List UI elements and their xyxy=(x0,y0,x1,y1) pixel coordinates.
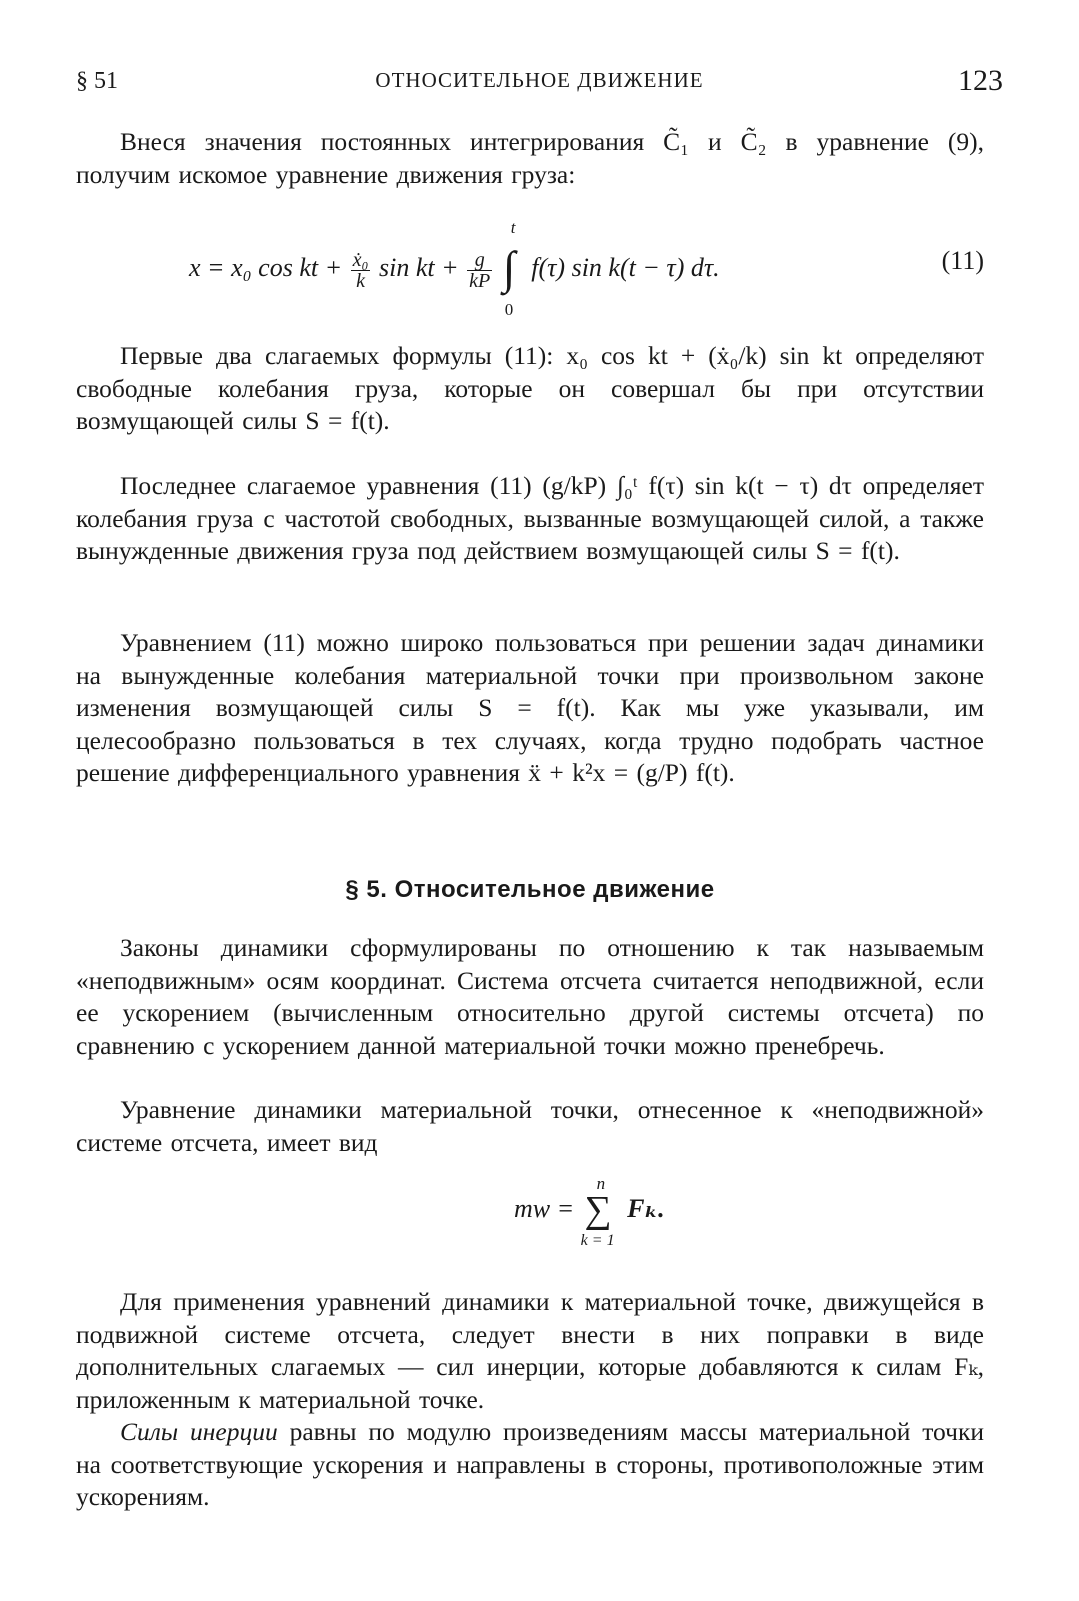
paragraph-moving-frame: Для применения уравнений динамики к материальной точке, движущейся в подвижной системе отсчета, следует внести в них поправки в виде дополнительных слагаемых — сил инерции, которые добавляются к силам Fₖ, приложенным к материальной точке. xyxy=(76,1287,984,1414)
sum-equation xyxy=(76,1176,984,1256)
eq-frac-2-num: g xyxy=(467,250,492,271)
paragraph-last-term: Последнее слагаемое уравнения (11) (g/kP) ∫₀ᵗ f(τ) sin k(t − τ) dτ определяет колебания груза с частотой свободных, вызванные возмущающей силой, а также вынужденные движения груза под действием возмущающей силы S = f(t). xyxy=(76,471,984,565)
eq-frac-1-den: k xyxy=(356,269,365,292)
integral-sign xyxy=(501,218,525,319)
paragraph-intro: Внеся значения постоянных интегрирования C̃₁ и C̃₂ в уравнение (9), получим искомое уравнение движения груза: xyxy=(76,127,984,189)
running-title: ОТНОСИТЕЛЬНОЕ ДВИЖЕНИЕ xyxy=(375,68,704,92)
equation-11 xyxy=(76,216,984,319)
paragraph-laws: Законы динамики сформулированы по отношению к так называемым «неподвижным» осям координат. Система отсчета считается неподвижной, если ее ускорением (вычисленным относительно другой системы отсчета) по сравнению с ускорением данной материальной точки можно пренебречь. xyxy=(76,933,984,1060)
eq-frac-2-den: kP xyxy=(469,269,491,292)
paragraph-usage: Уравнением (11) можно широко пользоваться при решении задач динамики на вынужденные колебания материальной точки при произвольном законе изменения возмущающей силы S = f(t). Как мы уже указывали, им целесообразно пользоваться в тех случаях, когда трудно подобрать частное решение дифференциального уравнения ẍ + k²x = (g/P) f(t). xyxy=(76,628,984,787)
equation-number: (11) xyxy=(941,246,984,275)
eq-frac-1 xyxy=(351,250,371,291)
eq-frac-2 xyxy=(467,250,492,291)
term-inertia-forces: Силы инерции xyxy=(120,1417,278,1446)
sum-lhs: mw = xyxy=(514,1193,575,1223)
paragraph-free-oscillations: Первые два слагаемых формулы (11): x₀ cos kt + (ẋ₀/k) sin kt определяют свободные колебания груза, которые он совершал бы при отсутствии возмущающей силы S = f(t). xyxy=(76,341,984,435)
inertia-forces-text: равны по модулю произведениям массы материальной точки на соответствующие ускорения и направлены в стороны, противоположные этим ускорениям. xyxy=(76,1417,985,1511)
integral-symbol: ∫ xyxy=(502,242,516,293)
eq-mid: sin kt + xyxy=(378,252,459,282)
sigma-symbol: ∑ xyxy=(584,1189,612,1231)
integral-upper: t xyxy=(510,218,516,237)
eq-integrand: f(τ) sin k(t − τ) dτ. xyxy=(531,252,720,282)
integral-lower: 0 xyxy=(504,300,514,319)
equation-11-body xyxy=(189,218,720,319)
sigma-lower: k = 1 xyxy=(580,1232,615,1249)
section-heading: § 5. Относительное движение xyxy=(345,876,715,903)
paragraph-inertia-forces xyxy=(76,1416,984,1514)
eq-frac-1-num: ẋ₀ xyxy=(352,248,369,271)
eq-lhs: x = x₀ cos kt + xyxy=(189,252,343,282)
page-header xyxy=(76,66,1003,100)
sigma-upper: n xyxy=(596,1174,606,1193)
paragraph-equation-intro: Уравнение динамики материальной точки, отнесенное к «неподвижной» системе отсчета, имеет вид xyxy=(76,1095,984,1157)
sum-rhs: Fₖ. xyxy=(627,1193,665,1223)
sum-equation-body xyxy=(514,1174,665,1249)
page-number: 123 xyxy=(958,64,1003,97)
sigma-sign xyxy=(580,1174,621,1249)
section-marker: § 51 xyxy=(76,68,118,94)
